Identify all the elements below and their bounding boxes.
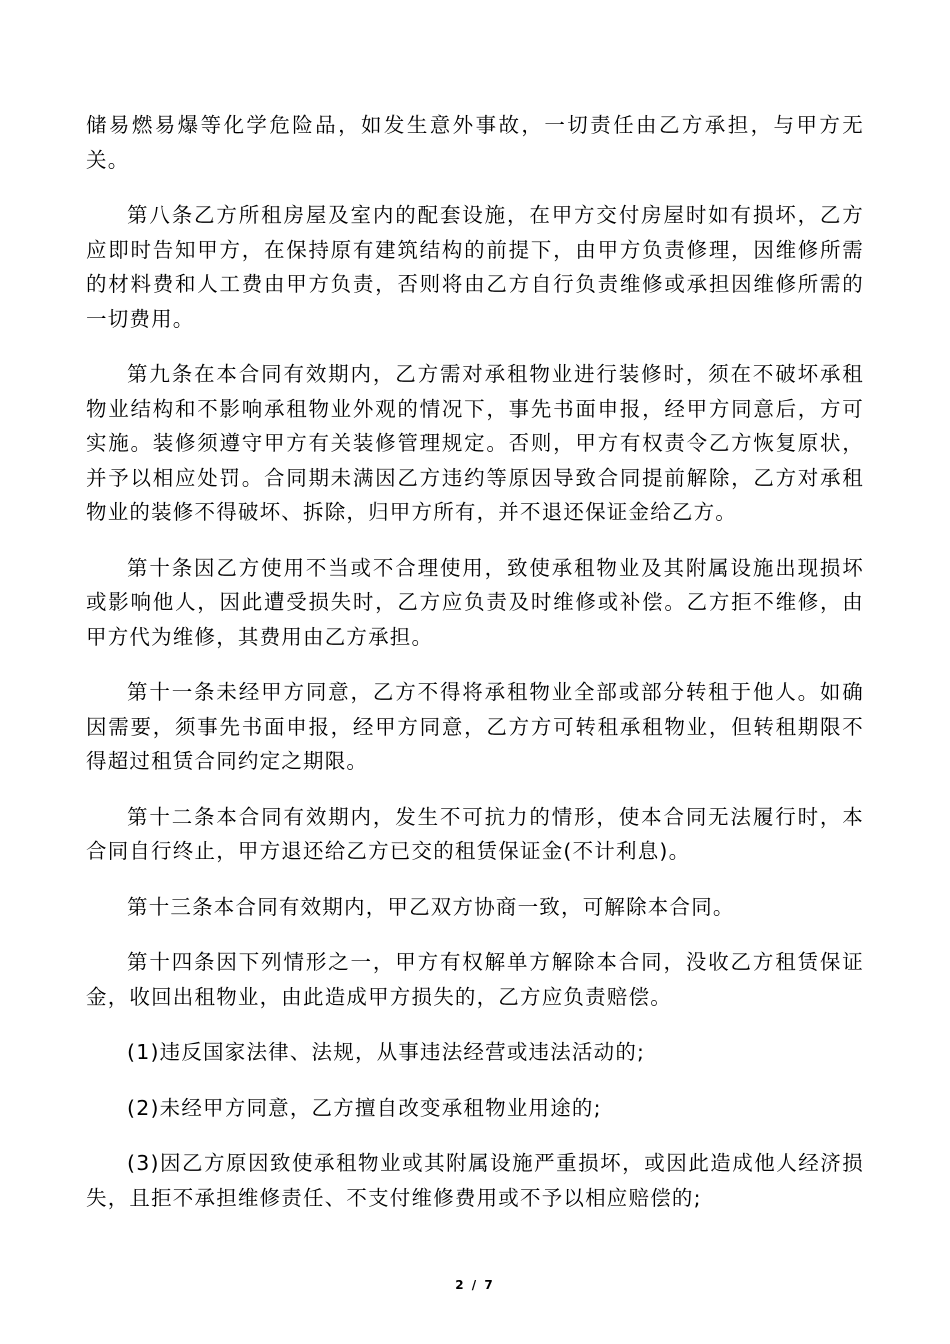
paragraph-article-9: 第九条在本合同有效期内，乙方需对承租物业进行装修时，须在不破坏承租物业结构和不影响承租物业外观的情况下，事先书面申报，经甲方同意后，方可实施。装修须遵守甲方有关装修管理规定。否则，甲方有权责令乙方恢复原状，并予以相应处罚。合同期未满因乙方违约等原因导致合同提前解除，乙方对承租物业的装修不得破坏、拆除，归甲方所有，并不退还保证金给乙方。 <box>86 362 864 524</box>
paragraph-article-14: 第十四条因下列情形之一，甲方有权解单方解除本合同，没收乙方租赁保证金，收回出租物业，由此造成甲方损失的，乙方应负责赔偿。 <box>86 950 864 1009</box>
paragraph-article-8: 第八条乙方所租房屋及室内的配套设施，在甲方交付房屋时如有损坏，乙方应即时告知甲方，在保持原有建筑结构的前提下，由甲方负责修理，因维修所需的材料费和人工费由甲方负责，否则将由乙方自行负责维修或承担因维修所需的一切费用。 <box>86 203 864 331</box>
document-body <box>86 108 864 1236</box>
paragraph-article-13: 第十三条本合同有效期内，甲乙双方协商一致，可解除本合同。 <box>127 894 735 919</box>
page-number: 2 / 7 <box>455 1278 495 1292</box>
list-item-2: (2)未经甲方同意，乙方擅自改变承租物业用途的; <box>127 1095 602 1120</box>
list-item-3: (3)因乙方原因致使承租物业或其附属设施严重损坏，或因此造成他人经济损失，且拒不承担维修责任、不支付维修费用或不予以相应赔偿的; <box>86 1151 864 1210</box>
list-item-1: (1)违反国家法律、法规，从事违法经营或违法活动的; <box>127 1040 646 1064</box>
paragraph-article-10: 第十条因乙方使用不当或不合理使用，致使承租物业及其附属设施出现损坏或影响他人，因此遭受损失时，乙方应负责及时维修或补偿。乙方拒不维修，由甲方代为维修，其费用由乙方承担。 <box>86 555 864 649</box>
paragraph-continuation: 储易燃易爆等化学危险品，如发生意外事故，一切责任由乙方承担，与甲方无关。 <box>86 113 864 172</box>
paragraph-article-12: 第十二条本合同有效期内，发生不可抗力的情形，使本合同无法履行时，本合同自行终止，甲方退还给乙方已交的租赁保证金(不计利息)。 <box>86 804 864 863</box>
paragraph-article-11: 第十一条未经甲方同意，乙方不得将承租物业全部或部分转租于他人。如确因需要，须事先书面申报，经甲方同意，乙方方可转租承租物业，但转租期限不得超过租赁合同约定之期限。 <box>86 680 864 773</box>
